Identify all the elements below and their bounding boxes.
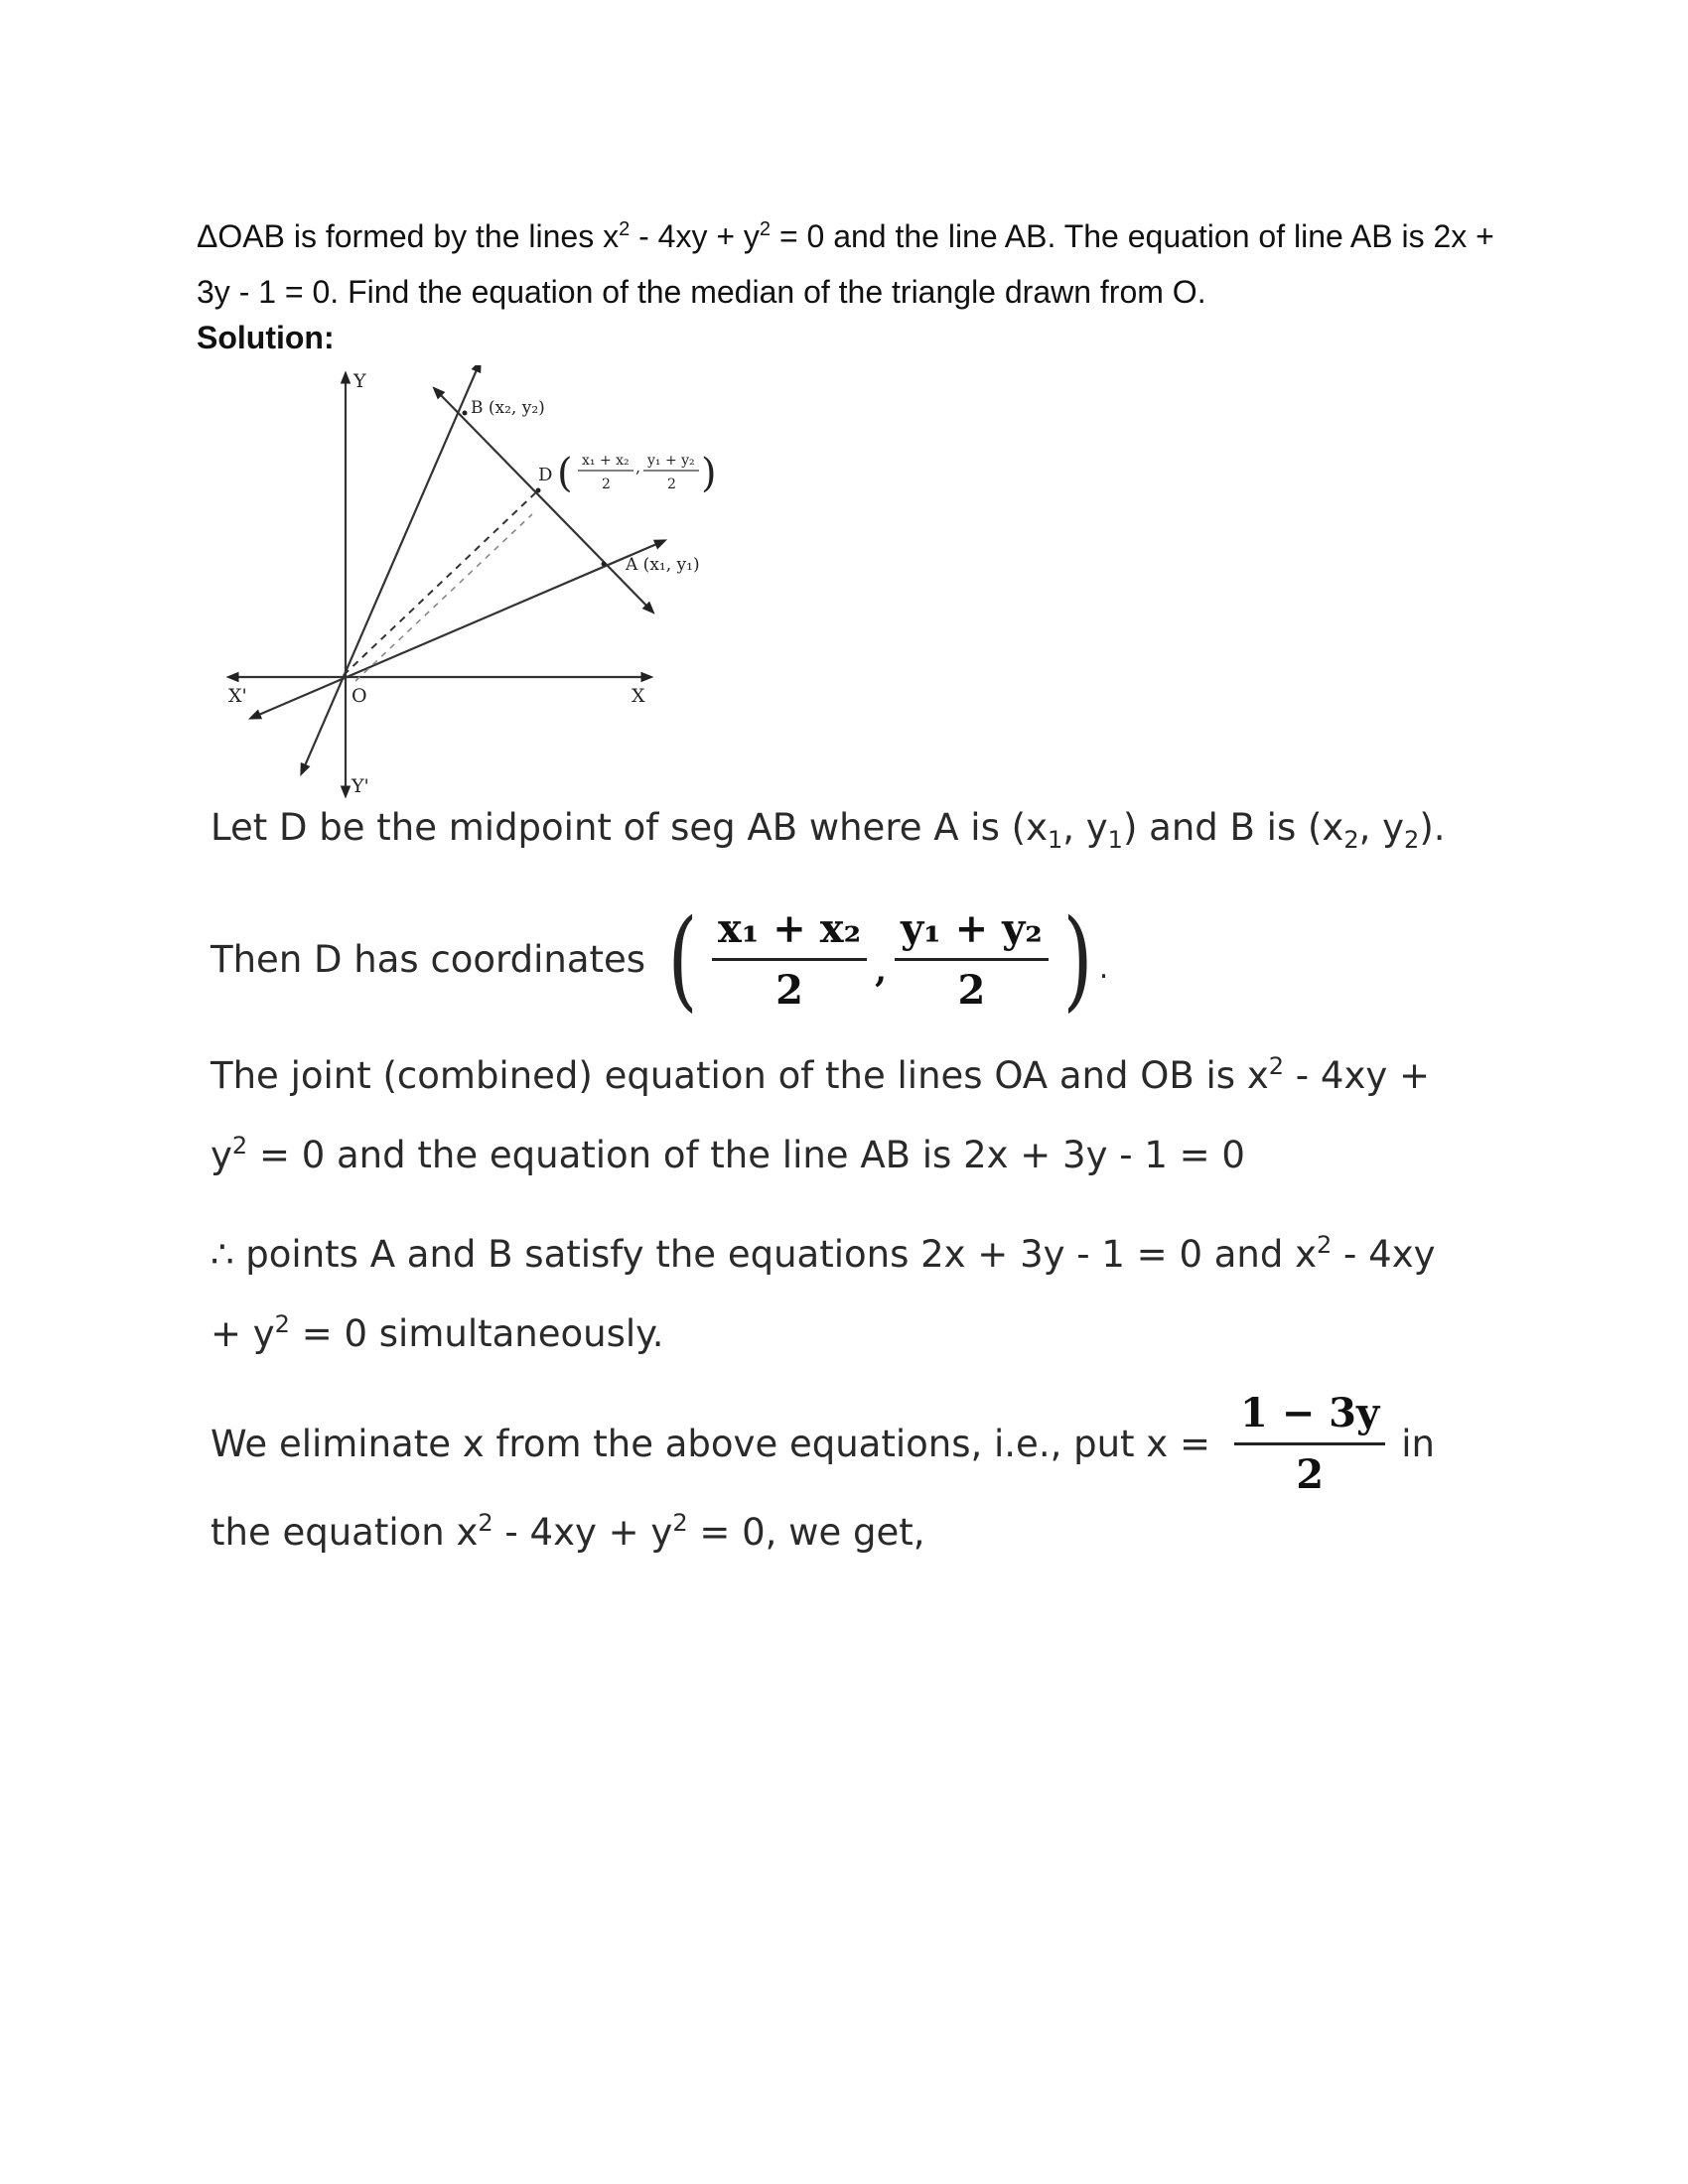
label-y-neg: Y' [352,775,369,797]
point-d [536,488,541,493]
satisfy-line2: + $y^2 = 0$ simultaneously. [211,1310,664,1355]
satisfy-line1: ∴ points A and B satisfy the equations 2x + 3y - 1 = 0 and $x^2 - 4xy$ [211,1231,1436,1276]
median-od-shadow [355,514,532,681]
label-y: Y [353,370,366,392]
question-text: ΔOAB is formed by the lines $x^2 - 4xy + y^2 = 0$ and the line AB. The equation of line AB is 2x + 3y - 1 = 0. Find the equation of the median of the triangle drawn from O. [197,218,1494,310]
equation-line: the equation $x^2 - 4xy + y^2 = 0$, we get, [211,1509,925,1554]
triangle-figure [218,365,735,812]
left-paren: ( [667,895,698,1023]
label-d-den1: 2 [602,477,611,492]
line-ab [437,391,650,610]
label-d-num1: x₁ + x₂ [582,453,630,469]
fraction-x-substitution: $\frac{1 - 3y}{2}$ [1234,1390,1385,1498]
fraction-x: $\frac{\text{x₁ + x₂}}{2}$ [712,905,867,1014]
label-x: X [632,685,645,707]
label-d-open: ( [557,451,573,496]
solution-heading: Solution: [197,320,335,355]
label-d-num2: y₁ + y₂ [647,453,695,469]
label-d-den2: 2 [667,477,676,492]
label-o: O [352,685,367,707]
eliminate-paragraph: We eliminate x from the above equations, i.e., put x = $\frac{1 - 3y}{2}$ in [211,1389,1435,1498]
right-paren: ) [1062,895,1093,1023]
label-b: B (x₂, y₂) [471,398,545,418]
joint-equation-line2: $y^2 = 0$ and the equation of the line AB is 2x + 3y - 1 = 0 [211,1132,1245,1176]
point-b [463,411,468,416]
joint-equation-line1: The joint (combined) equation of the lines OA and OB is $x^2 - 4xy$ + [211,1052,1431,1097]
label-a: A (x₁, y₁) [626,555,700,575]
line-oa [254,542,661,717]
midpoint-paragraph: Let D be the midpoint of seg AB where A is ($x_1$, $y_1$) and B is ($x_2$, $y_2$). [211,806,1446,854]
fraction-y: $\frac{\text{y₁ + y₂}}{2}$ [895,905,1049,1014]
label-d: D [538,465,553,485]
coordinates-paragraph: Then D has coordinates ( $\frac{\text{x₁ + x₂}}{2}$ , $\frac{\text{y₁ + y₂}}{2}$ ) . [211,895,1109,1023]
label-d-comma: , [635,458,641,477]
point-a [602,562,607,567]
label-x-neg: X' [228,685,247,707]
line-ob [303,365,479,770]
label-d-close: ) [701,451,717,496]
median-od [344,490,538,675]
